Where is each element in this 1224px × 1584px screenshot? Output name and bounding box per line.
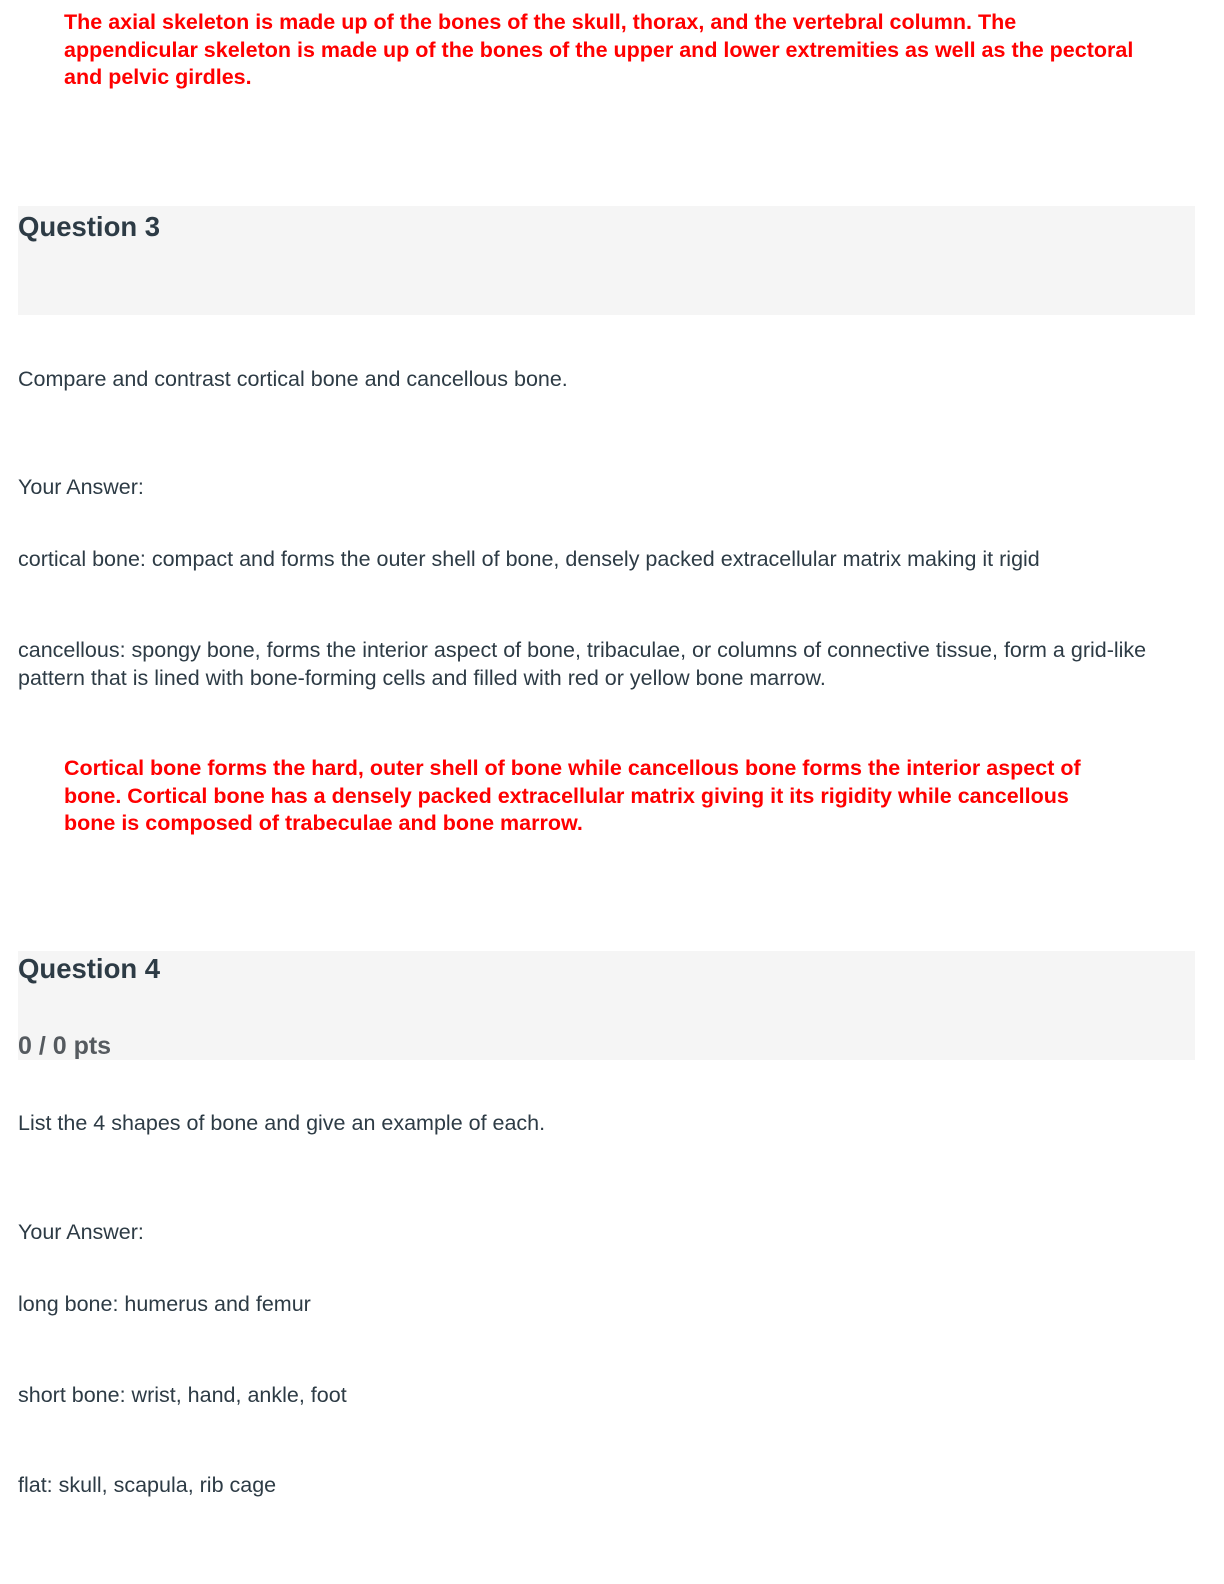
question-4-prompt: List the 4 shapes of bone and give an example of each. bbox=[18, 1111, 546, 1135]
q2-feedback: The axial skeleton is made up of the bones of the skull, thorax, and the vertebral column. The appendicular skeleton is made up of the bones of the upper and lower extremities as well as the pectoral and pelvic girdles. bbox=[64, 10, 1134, 89]
question-3-prompt: Compare and contrast cortical bone and cancellous bone. bbox=[18, 367, 568, 391]
question-3-header bbox=[18, 206, 1195, 315]
question-3-answer-cortical: cortical bone: compact and forms the outer shell of bone, densely packed extracellular matrix making it rigid bbox=[18, 547, 1040, 571]
question-4-answer-flat: flat: skull, scapula, rib cage bbox=[18, 1473, 277, 1497]
question-4-answer-long: long bone: humerus and femur bbox=[18, 1292, 311, 1316]
question-4-answer-label: Your Answer: bbox=[18, 1220, 144, 1244]
question-4-answer-short: short bone: wrist, hand, ankle, foot bbox=[18, 1383, 347, 1407]
q3-feedback: Cortical bone forms the hard, outer shell of bone while cancellous bone forms the interior aspect of bone. Cortical bone has a densely packed extracellular matrix giving it its rigidity while cancellous bone is composed of trabeculae and bone marrow. bbox=[64, 756, 1081, 835]
question-3-answer-label: Your Answer: bbox=[18, 475, 144, 499]
question-4-title: Question 4 bbox=[18, 953, 161, 984]
question-3-title: Question 3 bbox=[18, 211, 161, 242]
question-4-header bbox=[18, 951, 1195, 1060]
question-4-points: 0 / 0 pts bbox=[18, 1032, 112, 1060]
question-3-answer-cancellous: cancellous: spongy bone, forms the interior aspect of bone, tribaculae, or columns of connective tissue, form a grid-like pattern that is lined with bone-forming cells and filled with red or yellow bone marrow. bbox=[18, 638, 1147, 690]
